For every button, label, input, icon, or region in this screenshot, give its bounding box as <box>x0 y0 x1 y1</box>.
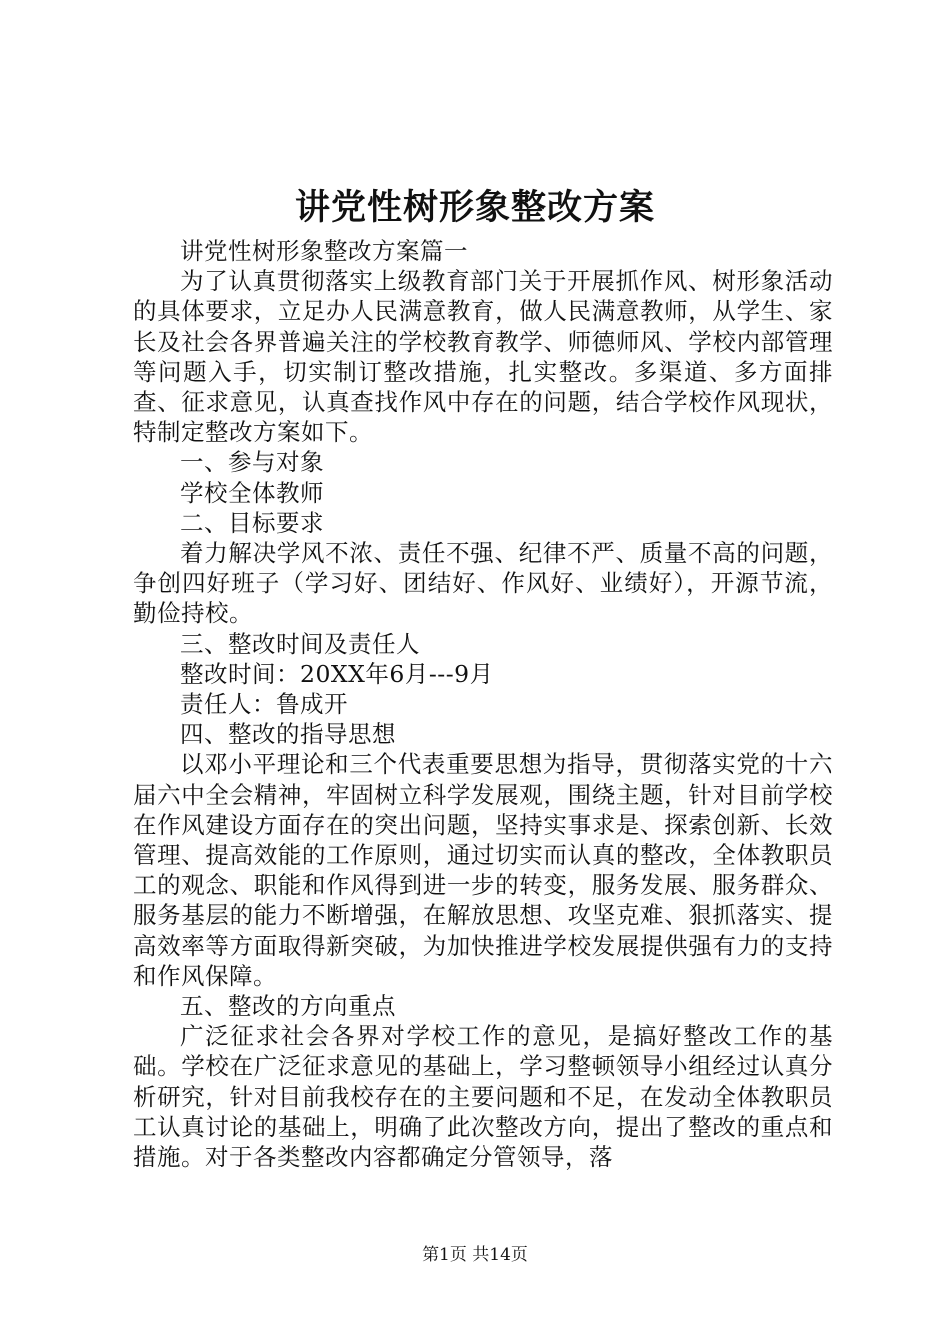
section-heading-focus: 五、整改的方向重点 <box>180 992 396 1021</box>
page-footer: 第1页 共14页 <box>422 1245 528 1265</box>
document-body <box>133 236 833 1172</box>
section-heading-schedule: 三、整改时间及责任人 <box>180 629 420 658</box>
paragraph-intro: 为了认真贯彻落实上级教育部门关于开展抓作风、树形象活动的具体要求，立足办人民满意教育，做人民满意教师，从学生、家长及社会各界普遍关注的学校教育教学、师德师风、学校内部管理等问题入手，切实制订整改措施，扎实整改。多渠道、多方面排查、征求意见，认真查找作风中存在的问题，结合学校作风现状，特制定整改方案如下。 <box>133 267 833 447</box>
paragraph-schedule-time: 整改时间：20XX年6月---9月 <box>180 659 494 688</box>
section-heading-goals: 二、目标要求 <box>180 508 324 537</box>
paragraph-responsible-person: 责任人：鲁成开 <box>180 690 348 719</box>
document-title: 讲党性树形象整改方案 <box>294 187 655 228</box>
paragraph-participants: 学校全体教师 <box>180 478 324 507</box>
paragraph-guiding-thought: 以邓小平理论和三个代表重要思想为指导，贯彻落实党的十六届六中全会精神，牢固树立科学发展观，围绕主题，针对目前学校在作风建设方面存在的突出问题，坚持实事求是、探索创新、长效管理、提高效能的工作原则，通过切实而认真的整改，全体教职员工的观念、职能和作风得到进一步的转变，服务发展、服务群众、服务基层的能力不断增强，在解放思想、攻坚克难、狠抓落实、提高效率等方面取得新突破，为加快推进学校发展提供强有力的支持和作风保障。 <box>133 750 833 990</box>
paragraph-goals: 着力解决学风不浓、责任不强、纪律不严、质量不高的问题，争创四好班子（学习好、团结好、作风好、业绩好），开源节流，勤俭持校。 <box>133 539 833 628</box>
section-heading-guiding-thought: 四、整改的指导思想 <box>180 720 396 749</box>
paragraph-subtitle: 讲党性树形象整改方案篇一 <box>180 237 468 265</box>
paragraph-focus: 广泛征求社会各界对学校工作的意见，是搞好整改工作的基础。学校在广泛征求意见的基础上，学习整顿领导小组经过认真分析研究，针对目前我校存在的主要问题和不足，在发动全体教职员工认真讨论的基础上，明确了此次整改方向，提出了整改的重点和措施。对于各类整改内容都确定分管领导，落 <box>133 1022 833 1172</box>
section-heading-participants: 一、参与对象 <box>180 448 324 477</box>
